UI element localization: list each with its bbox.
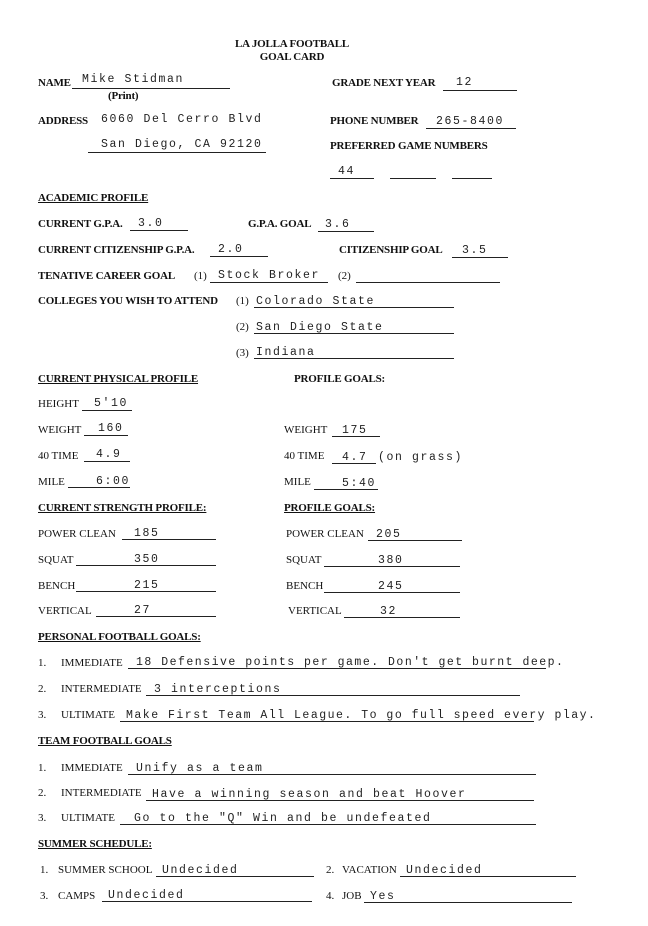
forty-goal-line [332,463,376,464]
college-1-line [254,307,454,308]
phone-value: 265-8400 [436,115,505,128]
summer-4-line [364,902,572,903]
strength-row-3-goal-label: BENCH [286,580,324,592]
strength-row-2-label: SQUAT [38,554,74,566]
card-title: LA JOLLA FOOTBALL [235,38,349,50]
personal-2-value: 3 interceptions [154,683,282,696]
career-1-number: (1) [194,270,207,282]
team-2-label: INTERMEDIATE [61,787,142,799]
forty-goal-note: (on grass) [378,451,464,464]
forty-line [84,461,130,462]
height-line [82,410,132,411]
summer-2-value: Undecided [406,864,483,877]
strength-goals-heading: PROFILE GOALS: [284,502,376,514]
citizenship-goal-line [452,257,508,258]
grade-value: 12 [456,76,474,89]
citizenship-goal-value: 3.5 [462,244,488,257]
summer-2-label: VACATION [342,864,397,876]
personal-heading: PERSONAL FOOTBALL GOALS: [38,631,201,643]
personal-2-label: INTERMEDIATE [61,683,142,695]
personal-3-line [120,721,534,722]
team-2-line [146,800,534,801]
team-2-value: Have a winning season and beat Hoover [152,788,467,801]
strength-row-1-goal-label: POWER CLEAN [286,528,364,540]
preferred-number-1: 44 [338,165,356,178]
college-2-number: (2) [236,321,249,333]
name-label: NAME [38,77,71,89]
summer-1-line [156,876,314,877]
career-1-value: Stock Broker [218,269,321,282]
strength-row-1-label: POWER CLEAN [38,528,116,540]
college-1-value: Colorado State [256,295,376,308]
strength-row-4-goal-label: VERTICAL [288,605,342,617]
citizenship-label: CURRENT CITIZENSHIP G.P.A. [38,244,195,256]
strength-row-4-label: VERTICAL [38,605,92,617]
name-value: Mike Stidman [82,73,185,86]
summer-3-value: Undecided [108,889,185,902]
forty-label: 40 TIME [38,450,79,462]
forty-goal-label: 40 TIME [284,450,325,462]
strength-heading: CURRENT STRENGTH PROFILE: [38,502,207,514]
card-subtitle: GOAL CARD [259,51,325,63]
strength-row-2-goal: 380 [378,554,404,567]
weight-line [84,435,128,436]
gpa-goal-line [318,231,374,232]
phone-label: PHONE NUMBER [330,115,419,127]
college-3-line [254,358,454,359]
gpa-goal-label: G.P.A. GOAL [248,218,312,230]
summer-1-value: Undecided [162,864,239,877]
team-1-line [128,774,536,775]
team-3-value: Go to the "Q" Win and be undefeated [134,812,432,825]
career-2-line [356,282,500,283]
forty-value: 4.9 [96,448,122,461]
summer-2-line [400,876,576,877]
personal-2-number: 2. [38,683,47,695]
gpa-goal-value: 3.6 [325,218,351,231]
team-1-value: Unify as a team [136,762,264,775]
forty-goal-value: 4.7 [342,451,368,464]
summer-3-label: CAMPS [58,890,96,902]
physical-heading: CURRENT PHYSICAL PROFILE [38,373,199,385]
citizenship-goal-label: CITIZENSHIP GOAL [339,244,443,256]
personal-3-value: Make First Team All League. To go full speed every play. [126,709,597,722]
strength-row-3-goal: 245 [378,580,404,593]
colleges-label: COLLEGES YOU WISH TO ATTEND [38,295,218,307]
strength-row-3-line [76,591,216,592]
summer-3-number: 3. [40,890,49,902]
strength-row-2-goal-line [324,566,460,567]
weight-value: 160 [98,422,124,435]
team-heading: TEAM FOOTBALL GOALS [38,735,172,747]
strength-row-2-goal-label: SQUAT [286,554,322,566]
summer-1-number: 1. [40,864,49,876]
height-label: HEIGHT [38,398,79,410]
team-3-line [120,824,536,825]
grade-line [443,90,517,91]
team-2-number: 2. [38,787,47,799]
college-1-number: (1) [236,295,249,307]
strength-row-2-line [76,565,216,566]
team-1-number: 1. [38,762,47,774]
weight-goal-value: 175 [342,424,368,437]
college-3-value: Indiana [256,346,316,359]
mile-value: 6:00 [96,475,131,488]
preferred-line-2 [390,178,436,179]
citizenship-value: 2.0 [218,243,244,256]
mile-goal-line [314,489,378,490]
strength-row-4-line [96,616,216,617]
college-3-number: (3) [236,347,249,359]
address-line1: 6060 Del Cerro Blvd [101,113,263,126]
strength-row-3-goal-line [324,592,460,593]
strength-row-2-current: 350 [134,553,160,566]
strength-row-3-current: 215 [134,579,160,592]
mile-goal-label: MILE [284,476,311,488]
career-label: TENATIVE CAREER GOAL [38,270,175,282]
preferred-label: PREFERRED GAME NUMBERS [330,140,488,152]
college-2-line [254,333,454,334]
weight-goal-label: WEIGHT [284,424,328,436]
grade-label: GRADE NEXT YEAR [332,77,436,89]
summer-4-label: JOB [342,890,362,902]
career-1-line [210,282,328,283]
name-line [72,88,230,89]
team-1-label: IMMEDIATE [61,762,123,774]
weight-goal-line [332,436,380,437]
strength-row-1-goal: 205 [376,528,402,541]
academic-heading: ACADEMIC PROFILE [38,192,149,204]
strength-row-4-current: 27 [134,604,152,617]
height-value: 5'10 [94,397,129,410]
mile-line [68,487,130,488]
citizenship-line [210,256,268,257]
personal-1-line [128,668,546,669]
mile-label: MILE [38,476,65,488]
summer-2-number: 2. [326,864,335,876]
summer-3-line [102,901,312,902]
strength-row-1-goal-line [368,540,462,541]
personal-1-label: IMMEDIATE [61,657,123,669]
personal-1-number: 1. [38,657,47,669]
mile-goal-value: 5:40 [342,477,377,490]
gpa-label: CURRENT G.P.A. [38,218,123,230]
strength-row-4-goal-line [344,617,460,618]
gpa-line [130,230,188,231]
summer-4-number: 4. [326,890,335,902]
personal-3-label: ULTIMATE [61,709,115,721]
preferred-line-3 [452,178,492,179]
personal-1-value: 18 Defensive points per game. Don't get burnt deep. [136,656,565,669]
summer-heading: SUMMER SCHEDULE: [38,838,152,850]
weight-label: WEIGHT [38,424,82,436]
team-3-number: 3. [38,812,47,824]
team-3-label: ULTIMATE [61,812,115,824]
physical-goals-heading: PROFILE GOALS: [294,373,386,385]
career-2-number: (2) [338,270,351,282]
college-2-value: San Diego State [256,321,384,334]
strength-row-4-goal: 32 [380,605,398,618]
address-line [88,152,266,153]
strength-row-3-label: BENCH [38,580,76,592]
strength-row-1-line [122,539,216,540]
preferred-line-1 [330,178,374,179]
strength-row-1-current: 185 [134,527,160,540]
address-label: ADDRESS [38,115,88,127]
phone-line [426,128,516,129]
personal-3-number: 3. [38,709,47,721]
gpa-value: 3.0 [138,217,164,230]
summer-1-label: SUMMER SCHOOL [58,864,153,876]
summer-4-value: Yes [370,890,396,903]
address-line2: San Diego, CA 92120 [101,138,263,151]
print-label: (Print) [108,90,139,102]
personal-2-line [146,695,520,696]
